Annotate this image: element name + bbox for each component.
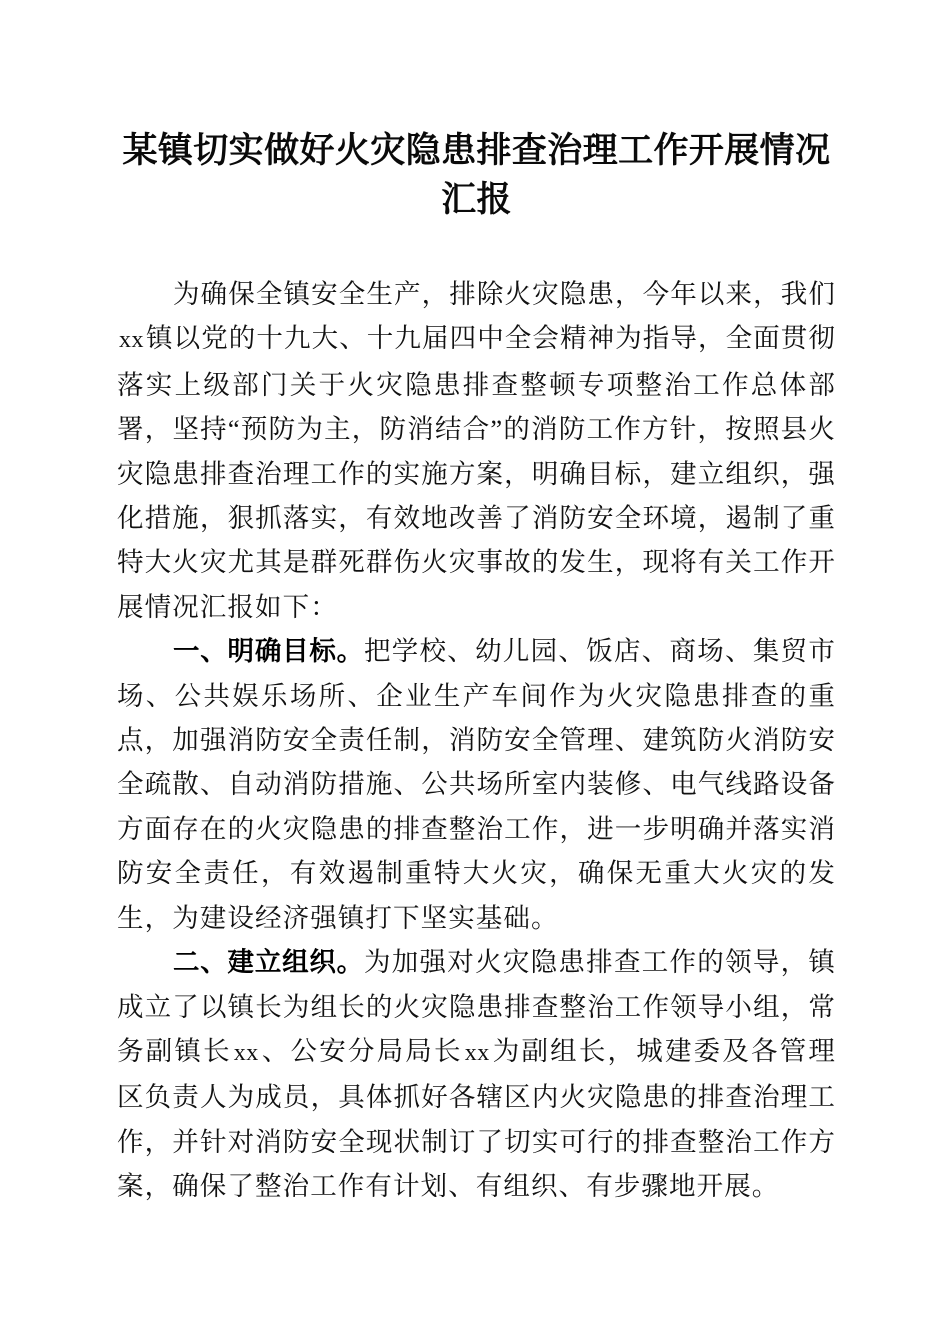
section-two-body-part-1: 为加强对火灾隐患排查工作的领导，镇成立了以镇长为组长的火灾隐患排查整治工作领导小组，常务副镇长 bbox=[117, 947, 837, 1066]
section-two-heading: 二、建立组织。 bbox=[173, 947, 364, 978]
section-one-body: 把学校、幼儿园、饭店、商场、集贸市场、公共娱乐场所、企业生产车间作为火灾隐患排查的重点，加强消防安全责任制，消防安全管理、建筑防火消防安全疏散、自动消防措施、公共场所室内装修、电气线路设备方面存在的火灾隐患的排查整治工作，进一步明确并落实消防安全责任，有效遏制重特大火灾，确保无重大火灾的发生，为建设经济强镇打下坚实基础。 bbox=[117, 636, 837, 933]
section-two-body-part-3: 为副组长，城建委及各管理区负责人为成员，具体抓好各辖区内火灾隐患的排查治理工作，并针对消防安全现状制订了切实可行的排查整治工作方案，确保了整治工作有计划、有组织、有步骤地开展。 bbox=[117, 1035, 836, 1202]
document-body bbox=[117, 272, 836, 1209]
section-two-body-part-2: 、公安分局局长 bbox=[260, 1035, 463, 1066]
section-two-placeholder-deputy-mayor: xx bbox=[233, 1039, 259, 1066]
intro-text-before: 为确保全镇安全生产，排除火灾隐患，今年以来，我们 bbox=[173, 279, 836, 309]
section-two-placeholder-bureau-chief: xx bbox=[464, 1039, 490, 1066]
intro-text-after: 镇以党的十九大、十九届四中全会精神为指导，全面贯彻落实上级部门关于火灾隐患排查整顿专项整治工作总体部署，坚持“预防为主，防消结合”的消防工作方针，按照县火灾隐患排查治理工作的实施方案，明确目标，建立组织，强化措施，狠抓落实，有效地改善了消防安全环境，遏制了重特大火灾尤其是群死群伤火灾事故的发生，现将有关工作开展情况汇报如下： bbox=[117, 323, 836, 622]
intro-placeholder-town: xx bbox=[119, 327, 144, 354]
paragraph-section-two bbox=[117, 940, 836, 1208]
section-one-heading: 一、明确目标。 bbox=[173, 636, 364, 667]
paragraph-section-one bbox=[117, 629, 836, 940]
page-title: 某镇切实做好火灾隐患排查治理工作开展情况汇报 bbox=[122, 131, 831, 219]
paragraph-intro bbox=[117, 272, 836, 629]
